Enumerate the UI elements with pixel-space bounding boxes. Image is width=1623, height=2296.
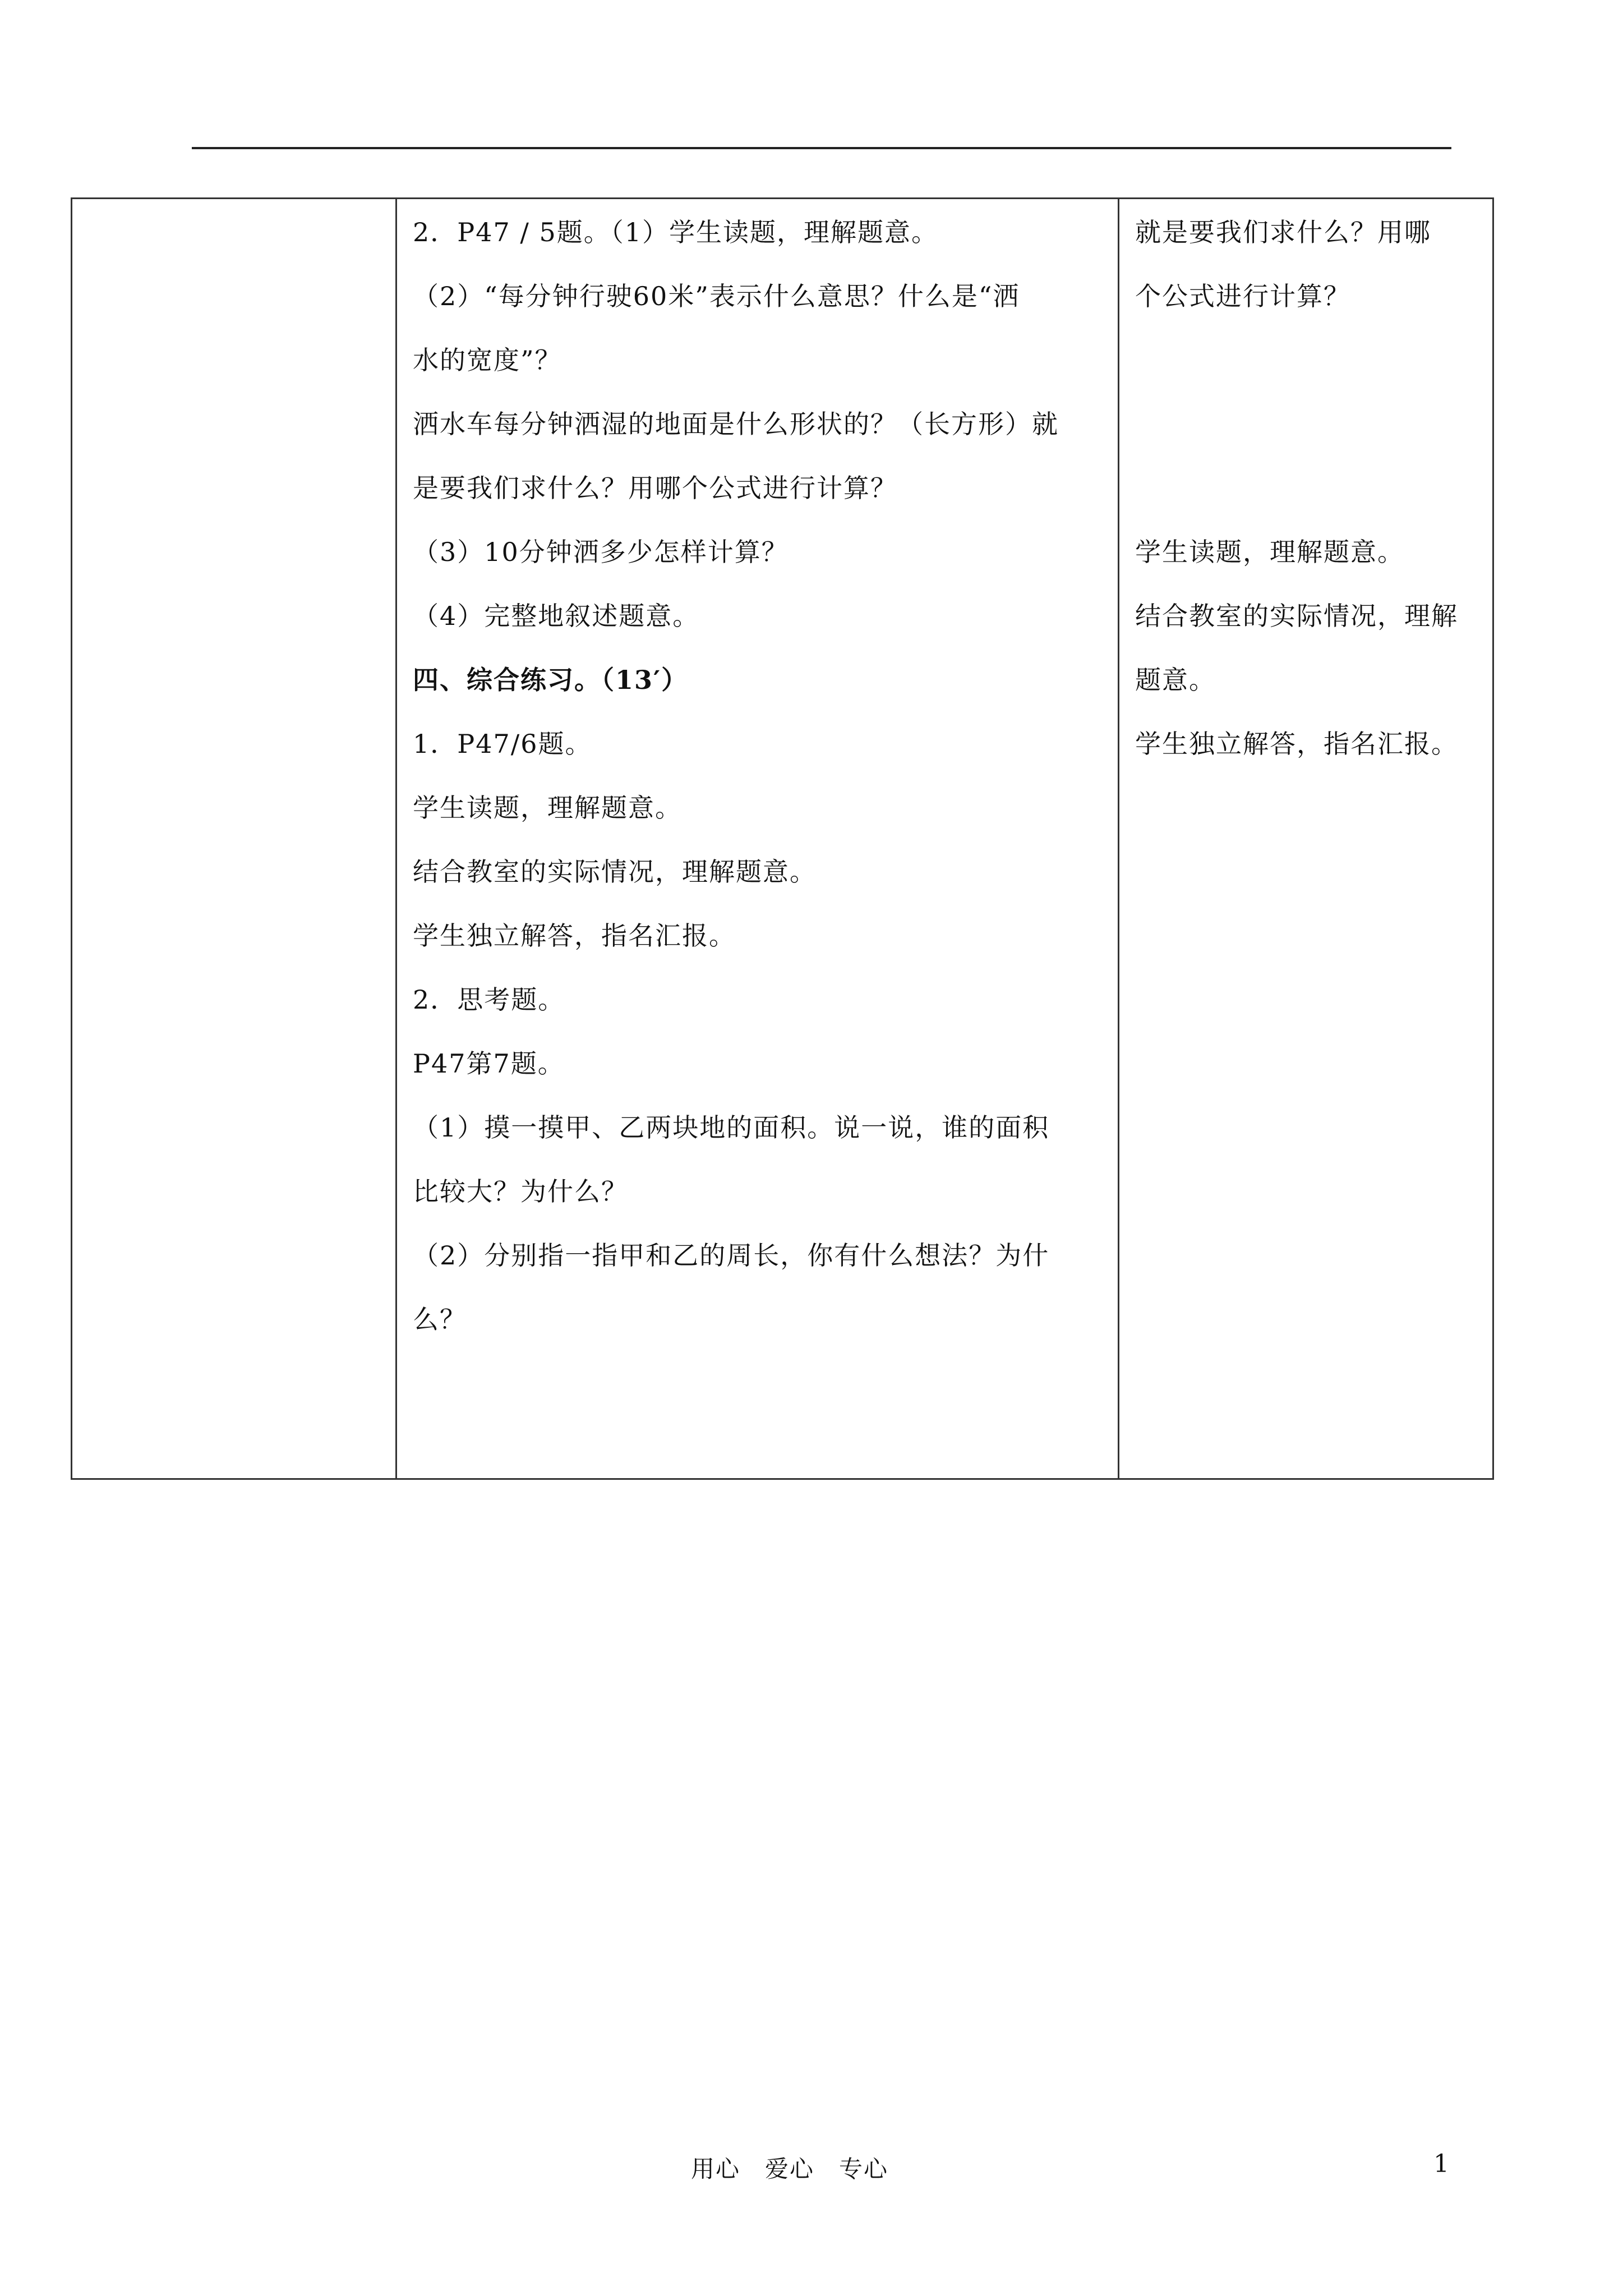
text-line: 就是要我们求什么？用哪 — [1135, 217, 1431, 247]
lesson-plan-table — [71, 197, 1494, 1480]
text-line: （3）10分钟洒多少怎样计算？ — [413, 537, 789, 567]
text-line: 2．P47 / 5题。（1）学生读题，理解题意。 — [413, 217, 939, 247]
text-line: P47第7题。 — [413, 1048, 565, 1079]
text-line: 么？ — [413, 1304, 467, 1335]
middle-cell — [396, 199, 1119, 1479]
table-row — [72, 199, 1493, 1479]
text-line: （1）摸一摸甲、乙两块地的面积。说一说，谁的面积 — [413, 1112, 1050, 1143]
text-line: 洒水车每分钟洒湿的地面是什么形状的？（长方形）就 — [413, 409, 1059, 439]
text-line: 水的宽度”？ — [413, 345, 562, 375]
right-text-lines — [1119, 199, 1492, 776]
middle-text-lines — [397, 199, 1118, 1351]
text-line: 个公式进行计算？ — [1135, 281, 1350, 311]
text-line: 是要我们求什么？用哪个公式进行计算？ — [413, 473, 897, 503]
footer-motto: 用心 爱心 专心 — [691, 2155, 889, 2183]
text-line: 学生独立解答，指名汇报。 — [413, 921, 736, 951]
text-line: 结合教室的实际情况，理解题意。 — [413, 857, 817, 887]
text-line: 结合教室的实际情况，理解 — [1135, 601, 1458, 631]
text-line: 比较大？为什么？ — [413, 1176, 628, 1207]
text-line: （2）分别指一指甲和乙的周长，你有什么想法？为什 — [413, 1240, 1050, 1271]
right-cell — [1119, 199, 1493, 1479]
text-line: 学生读题，理解题意。 — [1135, 537, 1404, 567]
text-line: 2．思考题。 — [413, 984, 565, 1015]
blank-line — [1135, 456, 1492, 520]
page-number: 1 — [1433, 2150, 1449, 2178]
blank-line — [1135, 392, 1492, 456]
text-line: 学生独立解答，指名汇报。 — [1135, 729, 1458, 759]
text-line: 题意。 — [1135, 665, 1216, 695]
text-line: 1．P47/6题。 — [413, 729, 592, 759]
section-heading: 四、综合练习。（13′） — [413, 665, 689, 695]
left-cell — [72, 199, 396, 1479]
text-line: （4）完整地叙述题意。 — [413, 601, 700, 631]
blank-line — [1135, 328, 1492, 392]
header-rule — [192, 147, 1451, 149]
text-line: 学生读题，理解题意。 — [413, 793, 682, 823]
text-line: （2）“每分钟行驶60米”表示什么意思？什么是“洒 — [413, 281, 1020, 311]
